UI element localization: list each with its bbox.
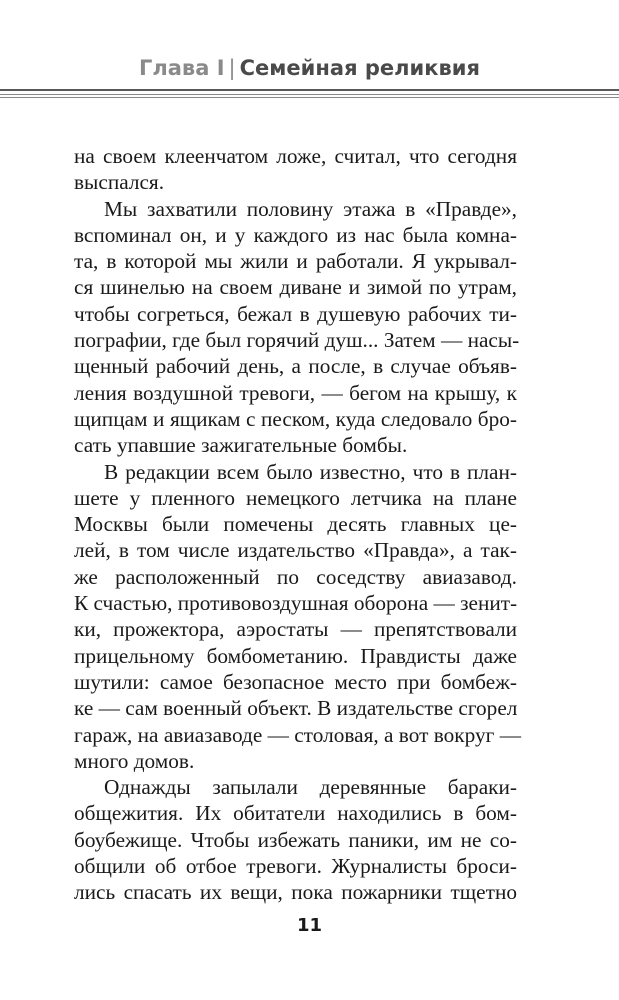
- text-line: Мы захватили половину этажа в «Правде»,: [104, 196, 517, 221]
- text-line: ке — сам военный объект. В издательстве сгорел: [74, 696, 518, 721]
- text-line: ки, прожектора, аэростаты — препятствовали: [74, 617, 517, 642]
- text-line: шете у пленного немецкого летчика на плане: [74, 485, 517, 510]
- header-separator: |: [228, 56, 236, 80]
- text-line: сать упавшие зажигательные бомбы.: [74, 433, 408, 458]
- text-line: шутили: самое безопасное место при бомбеж-: [74, 669, 517, 694]
- text-line: же расположенный по соседству авиазавод.: [74, 564, 517, 589]
- text-line: пографии, где был горячий душ... Затем — насы-: [74, 328, 520, 353]
- text-line: Москвы были помечены десять главных це-: [74, 512, 517, 537]
- running-header: [0, 55, 619, 81]
- text-line: Однажды запылали деревянные бараки-: [104, 775, 517, 800]
- text-line: К счастью, противовоздушная оборона — зенит-: [74, 591, 518, 616]
- text-line: та, в которой мы жили и работали. Я укрывал-: [74, 249, 517, 274]
- text-line: общежития. Их обитатели находились в бом-: [74, 801, 517, 826]
- body-text: [74, 143, 521, 906]
- text-line: много домов.: [74, 748, 195, 773]
- text-line: вспоминал он, и у каждого из нас была комна-: [74, 222, 517, 247]
- text-line: щенный рабочий день, а после, в случае объяв-: [74, 354, 517, 379]
- text-line: лись спасать их вещи, пока пожарники тщетно: [74, 880, 517, 905]
- text-line: боубежище. Чтобы избежать паники, им не со-: [74, 827, 517, 852]
- text-line: ления воздушной тревоги, — бегом на крышу, к: [74, 380, 517, 405]
- text-line: гараж, на авиазаводе — столовая, а вот вокруг —: [74, 722, 521, 747]
- text-line: лей, в том числе издательство «Правда», а так-: [74, 538, 517, 563]
- chapter-label: Глава I: [139, 56, 225, 80]
- header-rule-thin-2: [0, 97, 619, 98]
- text-line: В редакции всем было известно, что в план-: [104, 459, 517, 484]
- header-rule-thin-1: [0, 94, 619, 95]
- text-line: чтобы согреться, бежал в душевую рабочих ти-: [74, 301, 517, 326]
- text-line: на своем клеенчатом ложе, считал, что сегодня: [74, 144, 517, 168]
- header-rule-thick: [0, 89, 619, 91]
- page-number: 11: [296, 915, 323, 936]
- text-line: щипцам и ящикам с песком, куда следовало бро-: [74, 406, 517, 431]
- text-line: прицельному бомбометанию. Правдисты даже: [74, 643, 517, 668]
- text-line: ся шинелью на своем диване и зимой по утрам,: [74, 275, 517, 300]
- text-line: выспался.: [74, 170, 165, 195]
- chapter-title: Семейная реликвия: [239, 56, 480, 80]
- text-line: общили об отбое тревоги. Журналисты броси-: [74, 854, 517, 879]
